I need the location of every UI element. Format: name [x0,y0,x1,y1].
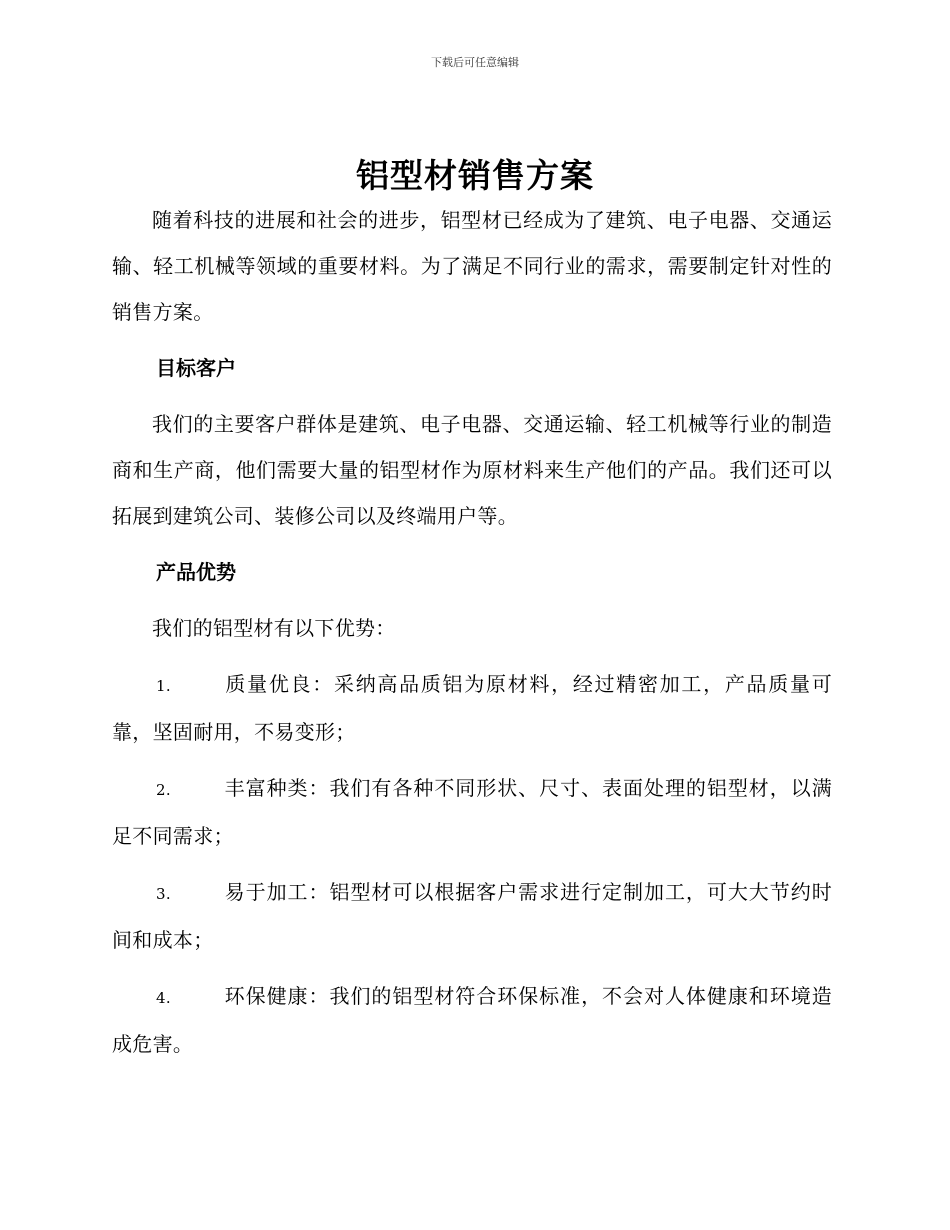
list-item-text: 丰富种类：我们有各种不同形状、尺寸、表面处理的铝型材，以满足不同需求； [112,776,832,848]
list-item-text: 环保健康：我们的铝型材符合环保标准，不会对人体健康和环境造成危害。 [112,984,832,1056]
section-heading-product-advantages: 产品优势 [156,560,236,584]
list-item [112,765,832,859]
list-item-text: 易于加工：铝型材可以根据客户需求进行定制加工，可大大节约时间和成本； [112,880,832,952]
list-item-number: 3. [156,885,171,903]
list-item-number: 2. [156,781,171,799]
list-item-text: 质量优良：采纳高品质铝为原材料，经过精密加工，产品质量可靠，坚固耐用，不易变形； [112,672,832,744]
document-body [112,197,832,1067]
list-item [112,869,832,963]
list-item-number: 4. [156,989,171,1007]
advantages-intro-paragraph: 我们的铝型材有以下优势： [152,616,396,640]
document-title: 铝型材销售方案 [356,156,594,195]
list-item-number: 1. [156,677,171,695]
page-header-note: 下载后可任意编辑 [431,56,519,69]
list-item [112,661,832,755]
target-customers-paragraph: 我们的主要客户群体是建筑、电子电器、交通运输、轻工机械等行业的制造商和生产商，他们需要大量的铝型材作为原材料来生产他们的产品。我们还可以拓展到建筑公司、装修公司以及终端用户等。 [112,412,832,528]
list-item [112,973,832,1067]
intro-paragraph: 随着科技的进展和社会的进步，铝型材已经成为了建筑、电子电器、交通运输、轻工机械等领域的重要材料。为了满足不同行业的需求，需要制定针对性的销售方案。 [112,208,832,324]
section-heading-target-customers: 目标客户 [156,356,236,380]
